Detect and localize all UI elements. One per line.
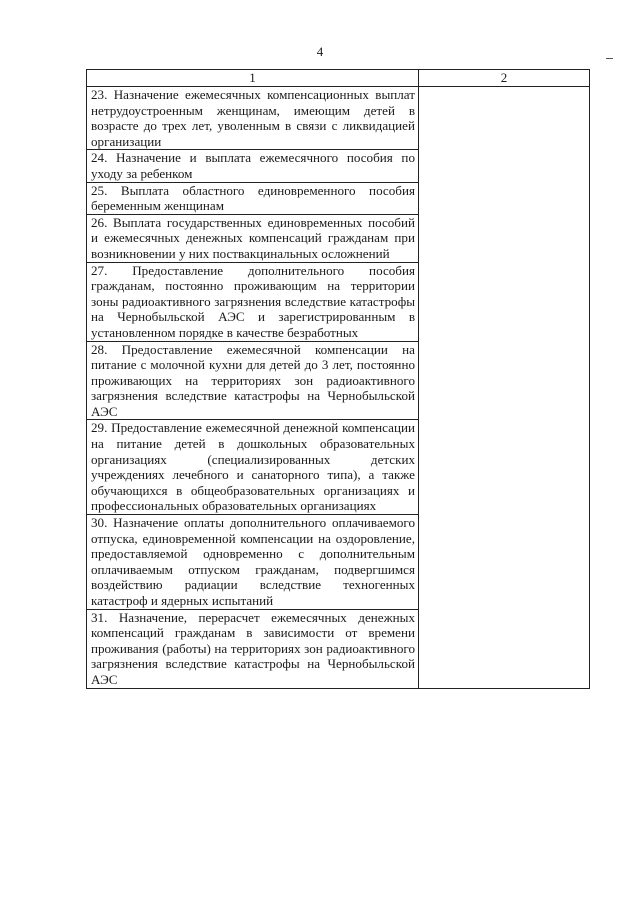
column-2-header: 2 [419,70,590,87]
service-cell [87,609,419,688]
service-description: 28. Предоставление ежемесячной компенсации на питание с молочной кухни для детей до 3 лет, постоянно проживающих на территориях зон радиоактивного загрязнения вследствие катастрофы на Чернобыльской АЭС [91,341,415,419]
service-description: 25. Выплата областного единовременного пособия беременным женщинам [91,182,415,214]
page-number: 4 [316,44,324,59]
services-table [86,69,590,689]
column-2-cell [419,87,590,689]
service-description: 27. Предоставление дополнительного пособия гражданам, постоянно проживающим на территории зоны радиоактивного загрязнения вследствие катастрофы на Чернобыльской АЭС и зарегистрированным в установленном порядке в качестве безработных [91,262,415,340]
service-cell [87,515,419,610]
service-description: 30. Назначение оплаты дополнительного оплачиваемого отпуска, единовременной компенсации на оздоровление, предоставляемой одновременно с дополнительным оплачиваемым отпуском гражданам, подвергшимся воздействию радиации вследствие техногенных катастроф и ядерных испытаний [91,515,415,608]
service-description: 26. Выплата государственных единовременных пособий и ежемесячных денежных компенсаций гражданам при возникновении у них поствакцинальных осложнений [91,214,415,261]
column-1-header: 1 [87,70,419,87]
service-cell [87,420,419,515]
service-cell [87,262,419,341]
service-cell [87,214,419,262]
service-description: 23. Назначение ежемесячных компенсационных выплат нетрудоустроенным женщинам, имеющим детей в возрасте до трех лет, уволенным в связи с ликвидацией организации [91,87,415,149]
table-row [87,87,590,150]
service-description: 24. Назначение и выплата ежемесячного пособия по уходу за ребенком [91,150,415,181]
service-cell [87,150,419,182]
service-cell [87,341,419,420]
service-cell [87,182,419,214]
service-description: 29. Предоставление ежемесячной денежной компенсации на питание детей в дошкольных образовательных организациях (специализированных детских учреждениях лечебного и санаторного типа), а также обучающихся в общеобразовательных организациях и профессиональных образовательных организациях [91,420,415,514]
table-body [87,70,590,689]
service-description: 31. Назначение, перерасчет ежемесячных денежных компенсаций гражданам в зависимости от времени проживания (работы) на территориях зон радиоактивного загрязнения вследствие катастрофы на Чернобыльской АЭС [91,609,415,687]
table-header-row [87,70,590,87]
scan-mark [606,58,613,59]
service-cell [87,87,419,150]
